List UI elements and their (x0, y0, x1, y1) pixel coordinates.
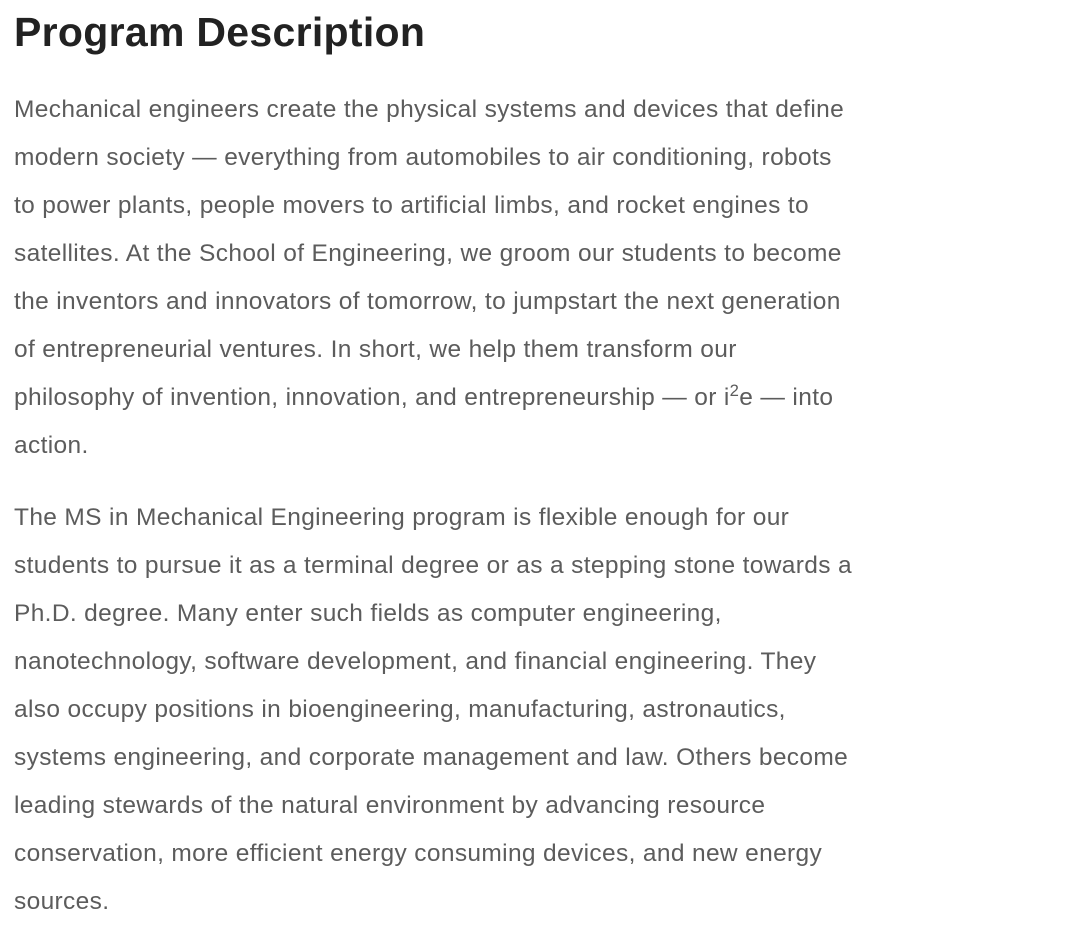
page-title: Program Description (14, 9, 426, 55)
text-line: The MS in Mechanical Engineering program is flexible enough for our (14, 504, 790, 531)
paragraph-ms-program (14, 494, 852, 926)
paragraph-intro (14, 86, 844, 470)
text-line: action. (14, 432, 89, 459)
text-line: also occupy positions in bioengineering, manufacturing, astronautics, (14, 696, 786, 723)
text-line: students to pursue it as a terminal degree or as a stepping stone towards a (14, 552, 852, 579)
text-line: sources. (14, 888, 110, 915)
text-line: leading stewards of the natural environment by advancing resource (14, 792, 766, 819)
text-line: satellites. At the School of Engineering, we groom our students to become (14, 240, 842, 267)
i2e-superscript: 2 (729, 380, 740, 400)
text-line: of entrepreneurial ventures. In short, we help them transform our (14, 336, 737, 363)
text-line-i2e (14, 374, 844, 422)
text-line: nanotechnology, software development, and financial engineering. They (14, 648, 817, 675)
text-line: conservation, more efficient energy consuming devices, and new energy (14, 840, 823, 867)
text-line: Ph.D. degree. Many enter such fields as computer engineering, (14, 600, 722, 627)
text-line: the inventors and innovators of tomorrow, to jumpstart the next generation (14, 288, 841, 315)
text-line: Mechanical engineers create the physical systems and devices that define (14, 96, 845, 123)
text-line: systems engineering, and corporate management and law. Others become (14, 744, 849, 771)
i2e-text-after: e — into (739, 384, 834, 411)
text-line: to power plants, people movers to artificial limbs, and rocket engines to (14, 192, 809, 219)
text-line: modern society — everything from automobiles to air conditioning, robots (14, 144, 832, 171)
i2e-text-before: philosophy of invention, innovation, and entrepreneurship — or i (14, 384, 730, 411)
